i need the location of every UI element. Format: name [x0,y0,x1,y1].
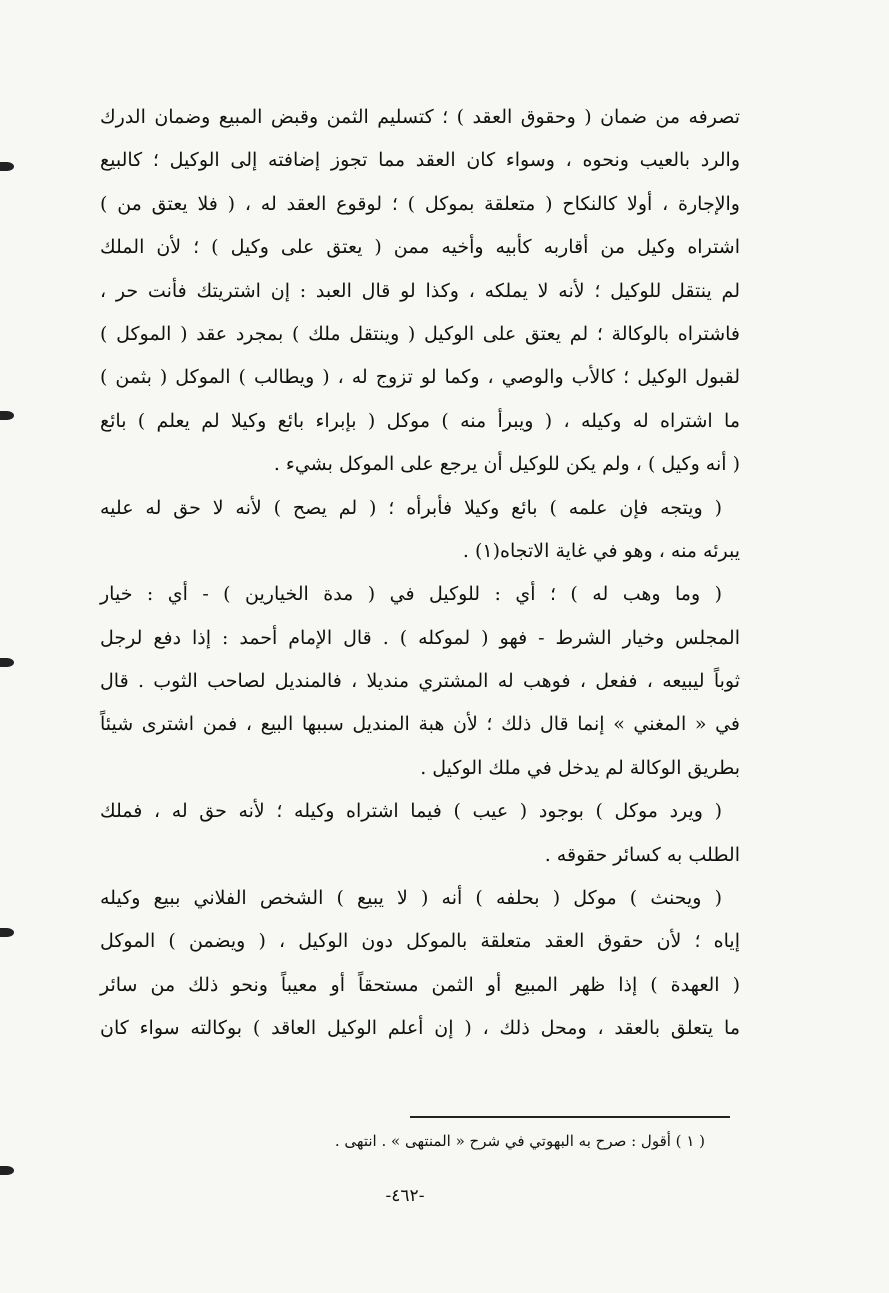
binding-hole-mark [0,162,14,171]
text-line: تصرفه من ضمان ( وحقوق العقد ) ؛ كتسليم الثمن وقبض المبيع وضمان الدرك [100,106,740,128]
text-line: والرد بالعيب ونحوه ، وسواء كان العقد مما تجوز إضافته إلى الوكيل ؛ كالبيع [100,149,740,172]
text-line: لقبول الوكيل ؛ كالأب والوصي ، وكما لو تزوج له ، ( ويطالب ) الموكل ( بثمن ) [100,366,740,389]
text-line: ( ويتجه فإن علمه ) بائع وكيلا فأبرأه ؛ ( لم يصح ) لأنه لا حق له عليه [100,496,722,519]
text-line: ( وما وهب له ) ؛ أي : للوكيل في ( مدة الخيارين ) - أي : خيار [100,583,722,606]
text-line: بطريق الوكالة لم يدخل في ملك الوكيل . [420,756,740,779]
text-line: ( أنه وكيل ) ، ولم يكن للوكيل أن يرجع على الموكل بشيء . [273,453,740,476]
text-line: الطلب به كسائر حقوقه . [544,843,740,866]
binding-hole-mark [0,928,14,937]
text-line: ( العهدة ) إذا ظهر المبيع أو الثمن مستحقاً أو معيباً ونحو ذلك من سائر [100,973,740,996]
text-line: لم ينتقل للوكيل ؛ لأنه لا يملكه ، وكذا لو قال العبد : إن اشتريتك فأنت حر ، [100,279,740,302]
footnote: ( ١ ) أقول : صرح به البهوتي في شرح « المنتهى » . انتهى . [334,1132,705,1150]
text-line: يبرئه منه ، وهو في غاية الاتجاه(١) . [462,539,740,562]
text-line: إياه ؛ لأن حقوق العقد متعلقة بالموكل دون الوكيل ، ( ويضمن ) الموكل [100,930,740,953]
text-line: ثوباً ليبيعه ، ففعل ، فوهب له المشتري منديلا ، فالمنديل لصاحب الثوب . قال [100,670,740,693]
text-line: فاشتراه بالوكالة ؛ لم يعتق على الوكيل ( وينتقل ملك ) بمجرد عقد ( الموكل ) [100,322,740,345]
binding-hole-mark [0,658,14,667]
page-number: -٤٦٢- [385,1186,425,1206]
text-line: في « المغني » إنما قال ذلك ؛ لأن هبة المنديل سببها البيع ، فمن اشترى شيئاً [100,713,740,736]
text-line: ما يتعلق بالعقد ، ومحل ذلك ، ( إن أعلم الوكيل العاقد ) بوكالته سواء كان [100,1017,740,1040]
text-line: ( ويحنث ) موكل ( بحلفه ) أنه ( لا يبيع ) الشخص الفلاني ببيع وكيله [100,887,722,910]
text-line: والإجارة ، أولا كالنكاح ( متعلقة بموكل ) ؛ لوقوع العقد له ، ( فلا يعتق من ) [100,192,740,215]
binding-hole-mark [0,411,14,420]
text-line: ما اشتراه له وكيله ، ( ويبرأ منه ) موكل ( بإبراء بائع وكيلا لم يعلم ) بائع [100,409,740,432]
body-text [100,96,740,1051]
text-line: ( ويرد موكل ) بوجود ( عيب ) فيما اشتراه وكيله ؛ لأنه حق له ، فملك [100,800,722,823]
text-line: اشتراه وكيل من أقاربه كأبيه وأخيه ممن ( يعتق على وكيل ) ؛ لأن الملك [100,236,740,259]
footnote-divider [410,1116,730,1118]
binding-hole-mark [0,1166,14,1175]
text-line: المجلس وخيار الشرط - فهو ( لموكله ) . قال الإمام أحمد : إذا دفع لرجل [100,626,740,649]
